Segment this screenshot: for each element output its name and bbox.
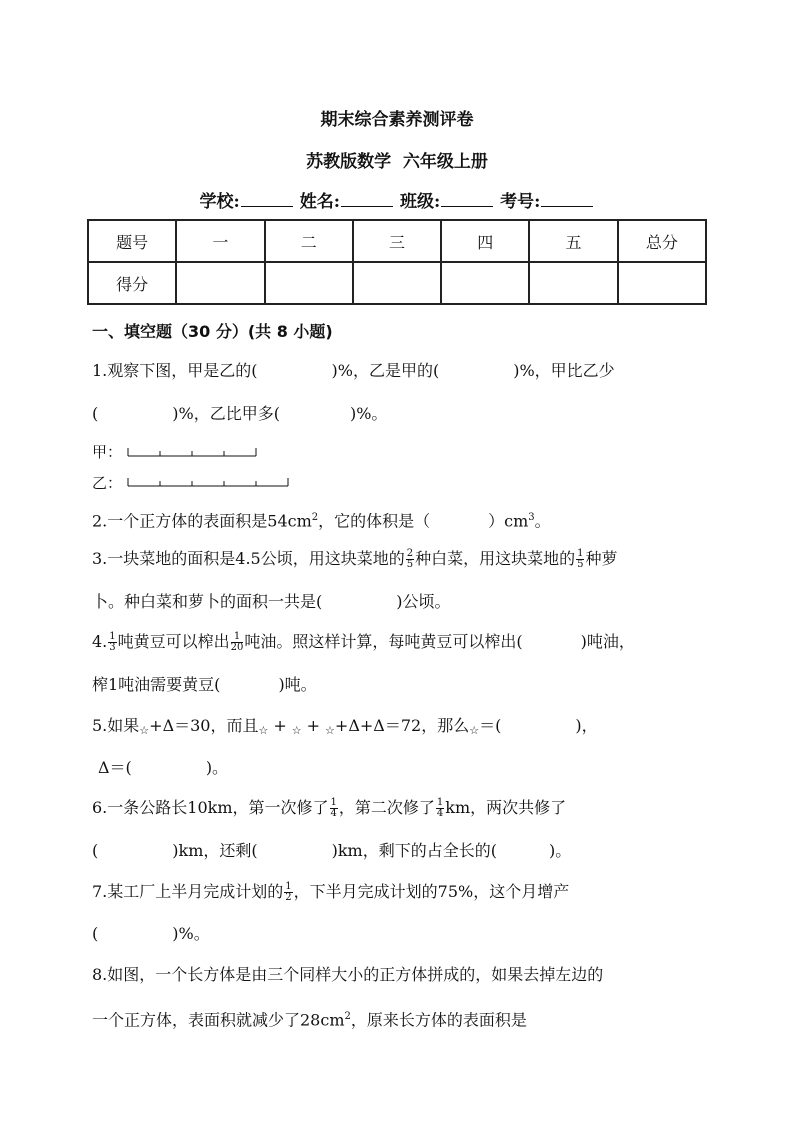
q6-text: )km，剩下的占全长的( (331, 841, 497, 860)
q7-text: ( (92, 924, 99, 943)
q4-text: 4. (92, 632, 108, 651)
exam-title: 期末综合素养测评卷 (320, 110, 474, 130)
fraction: $\frac{1}{2}$ (285, 881, 292, 903)
q6-text: km，两次共修了 (445, 798, 567, 817)
score-cell[interactable] (441, 262, 529, 304)
q3-text: 卜。种白菜和萝卜的面积一共是( (92, 592, 323, 611)
q1-text: )%，乙比甲多( (172, 404, 280, 423)
q7-text: ，下半月完成计划的75%，这个月增产 (293, 882, 570, 901)
jia-segment-diagram (126, 444, 266, 458)
q5-text: Δ＝( (98, 758, 132, 777)
q3-text: 种白菜，用这块菜地的 (415, 549, 576, 568)
name-label: 姓名: (299, 192, 341, 212)
table-row (88, 220, 706, 262)
table-header-cell: 三 (353, 220, 441, 262)
plus-sign: + (306, 716, 321, 735)
id-blank[interactable] (541, 189, 593, 207)
star-icon: ☆ (139, 724, 150, 737)
q7-text: 7.某工厂上半月完成计划的 (92, 882, 284, 901)
q4-text: )吨油， (580, 632, 635, 651)
q2-text: 2.一个正方体的表面积是54cm (92, 511, 312, 531)
score-cell[interactable] (618, 262, 706, 304)
question-8-line-2 (92, 1007, 527, 1030)
question-5-line-1 (92, 716, 598, 741)
q1-text: 1.观察下图，甲是乙的( (92, 361, 258, 380)
yi-segment-diagram (126, 474, 296, 488)
q6-text: 6.一条公路长10km，第一次修了 (92, 798, 329, 817)
table-header-cell: 二 (265, 220, 353, 262)
question-4-line-2 (92, 675, 317, 695)
q1-text: )%，甲比乙少 (513, 361, 615, 380)
table-header-cell: 一 (176, 220, 264, 262)
jia-label: 甲： (92, 443, 123, 461)
section-heading: 一、填空题（30 分）(共 8 小题) (92, 322, 333, 341)
table-header-cell: 四 (441, 220, 529, 262)
q4-text: 吨黄豆可以榨出 (117, 632, 230, 651)
fraction: $\frac{1}{20}$ (230, 631, 244, 653)
superscript: 2 (344, 1011, 351, 1022)
star-icon: ☆ (291, 724, 302, 737)
score-cell[interactable] (265, 262, 353, 304)
q6-text: ( (92, 841, 99, 860)
score-table (87, 219, 707, 305)
q3-text: 种萝 (585, 549, 618, 568)
q1-text: ( (92, 404, 99, 423)
question-6-line-2 (92, 841, 571, 861)
fraction: $\frac{1}{3}$ (109, 631, 116, 653)
question-3-line-1 (92, 549, 618, 570)
question-5-line-2 (98, 758, 228, 778)
question-6-line-1 (92, 798, 566, 819)
q2-text: 。 (534, 511, 551, 531)
q4-text: )吨。 (278, 675, 317, 694)
yi-label: 乙： (92, 474, 123, 492)
score-cell[interactable] (353, 262, 441, 304)
question-8-line-1: 8.如图，一个长方体是由三个同样大小的正方体拼成的，如果去掉左边的 (92, 965, 604, 984)
question-1-line-1 (92, 361, 615, 381)
class-blank[interactable] (441, 189, 493, 207)
q3-text: )公顷。 (396, 592, 451, 611)
star-icon: ☆ (325, 724, 335, 737)
question-2 (92, 508, 551, 531)
q8-text: ，原来长方体的表面积是 (350, 1010, 527, 1030)
school-label: 学校: (199, 192, 240, 212)
q1-text: )%。 (349, 404, 388, 423)
score-cell[interactable] (529, 262, 617, 304)
q2-text: ）cm (488, 511, 529, 531)
question-7-line-1 (92, 882, 569, 903)
q4-text: 榨1吨油需要黄豆( (92, 675, 221, 694)
question-7-line-2 (92, 924, 210, 944)
q4-text: 吨油。照这样计算，每吨黄豆可以榨出( (244, 632, 523, 651)
name-blank[interactable] (341, 189, 393, 207)
star-icon: ☆ (469, 724, 480, 737)
table-header-cell: 总分 (618, 220, 706, 262)
student-info-line (0, 187, 794, 212)
fraction: $\frac{1}{4}$ (330, 797, 337, 819)
q5-text: +Δ+Δ＝72，那么 (334, 716, 470, 735)
q5-text: )， (575, 716, 598, 735)
q7-text: )%。 (172, 924, 210, 943)
q6-text: ，第二次修了 (338, 798, 435, 817)
exam-subtitle: 苏教版数学 六年级上册 (306, 152, 488, 172)
star-icon: ☆ (258, 724, 269, 737)
fraction: $\frac{2}{5}$ (406, 548, 414, 570)
q8-text: 一个正方体，表面积就减少了28cm (92, 1010, 345, 1030)
id-label: 考号: (500, 192, 541, 212)
q5-text: ＝( (479, 716, 502, 735)
table-header-cell: 五 (529, 220, 617, 262)
fraction: $\frac{1}{5}$ (577, 548, 584, 570)
score-cell[interactable] (176, 262, 264, 304)
q6-text: )km，还剩( (172, 841, 258, 860)
table-row (88, 262, 706, 304)
q5-text: 5.如果 (92, 716, 140, 735)
plus-sign: + (273, 716, 287, 735)
question-1-line-2 (92, 404, 387, 424)
q5-text: +Δ＝30，而且 (149, 716, 259, 735)
question-4-line-1 (92, 632, 635, 653)
superscript: 2 (311, 512, 319, 523)
school-blank[interactable] (241, 189, 293, 207)
q2-text: ，它的体积是（ (318, 511, 431, 531)
class-label: 班级: (399, 192, 441, 212)
q3-text: 3.一块菜地的面积是4.5公顷，用这块菜地的 (92, 549, 405, 568)
table-header-cell: 题号 (88, 220, 176, 262)
q6-text: )。 (548, 841, 572, 860)
fraction: $\frac{1}{4}$ (436, 797, 444, 819)
superscript: 3 (528, 512, 535, 523)
q1-text: )%，乙是甲的( (331, 361, 440, 380)
score-row-label: 得分 (88, 262, 176, 304)
q5-text: )。 (205, 758, 229, 777)
question-3-line-2 (92, 592, 451, 612)
